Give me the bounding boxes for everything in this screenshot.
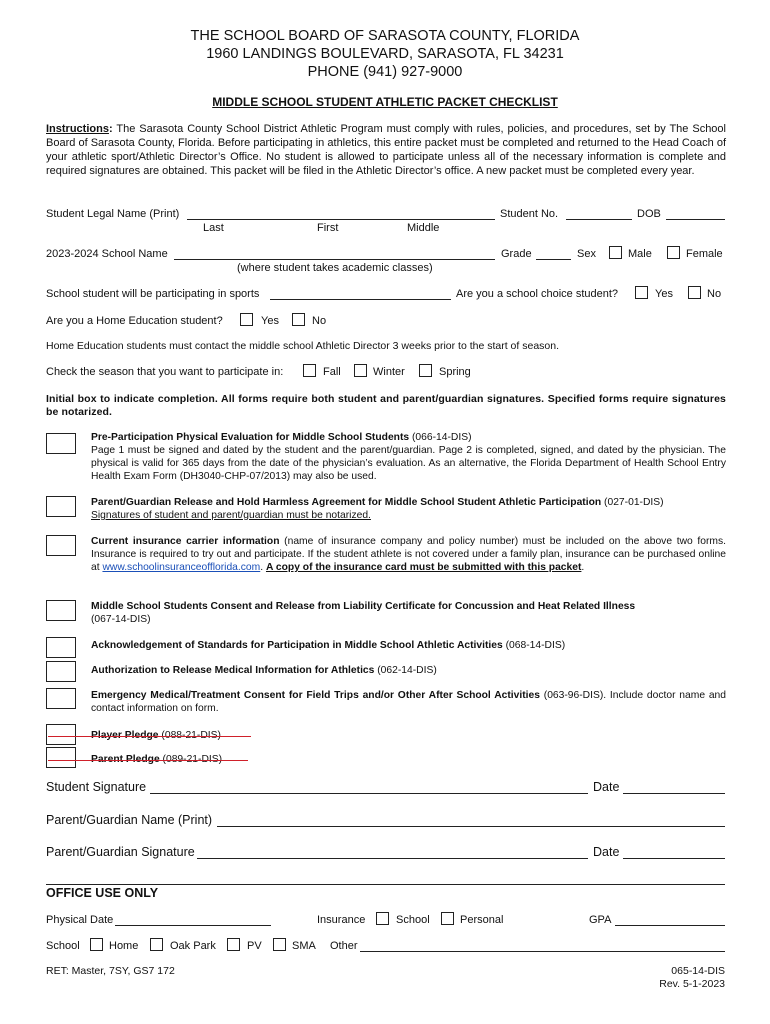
season-label: Check the season that you want to participate in: [46, 366, 284, 378]
pv-checkbox[interactable] [227, 938, 240, 951]
office-school-label: School [46, 940, 80, 952]
sex-label: Sex [577, 248, 596, 260]
insurance-school-checkbox[interactable] [376, 912, 389, 925]
instructions-colon: : [108, 123, 113, 135]
fall-label: Fall [323, 366, 341, 378]
spring-checkbox[interactable] [419, 364, 432, 377]
winter-checkbox[interactable] [354, 364, 367, 377]
other-field[interactable] [360, 951, 725, 952]
home-label: Home [109, 940, 139, 952]
sma-checkbox[interactable] [273, 938, 286, 951]
item-medical-info-title: Authorization to Release Medical Information for Athletics [91, 665, 375, 676]
insurance-label: Insurance [317, 914, 366, 926]
item-standards-code: (068-14-DIS) [502, 640, 566, 651]
item-physical-code: (066-14-DIS) [409, 432, 472, 443]
home-ed-no-checkbox[interactable] [292, 313, 305, 326]
item-insurance-bold: A copy of the insurance card must be submitted with this packet [265, 562, 582, 573]
dob-field[interactable] [666, 219, 725, 220]
initial-box-standards[interactable] [46, 637, 76, 658]
parent-name-label: Parent/Guardian Name (Print) [46, 813, 213, 827]
item-release [91, 496, 726, 522]
player-pledge-strikethrough [48, 736, 251, 737]
grade-label: Grade [501, 248, 532, 260]
footer-retention: RET: Master, 7SY, GS7 172 [46, 965, 175, 977]
item-insurance-end: . [581, 562, 585, 573]
legal-name-label: Student Legal Name (Print) [46, 208, 180, 220]
sports-field[interactable] [270, 299, 451, 300]
item-physical [91, 431, 726, 483]
initial-box-physical[interactable] [46, 433, 76, 454]
item-player-pledge-code: (088-21-DIS) [158, 730, 221, 741]
footer-form-code: 065-14-DIS [671, 965, 725, 977]
legal-name-field[interactable] [187, 219, 495, 220]
school-name-hint: (where student takes academic classes) [237, 262, 433, 274]
school-choice-no-checkbox[interactable] [688, 286, 701, 299]
school-choice-no-label: No [707, 288, 722, 300]
student-date-field[interactable] [623, 793, 725, 794]
grade-field[interactable] [536, 259, 571, 260]
student-no-field[interactable] [566, 219, 632, 220]
home-ed-no-label: No [312, 315, 327, 327]
fall-checkbox[interactable] [303, 364, 316, 377]
item-concussion-code: (067-14-DIS) [91, 614, 151, 625]
item-insurance-text2: . [260, 562, 266, 573]
parent-pledge-strikethrough [48, 760, 248, 761]
item-emergency-title: Emergency Medical/Treatment Consent for Field Trips and/or Other After School Activities [91, 690, 540, 701]
school-name-field[interactable] [174, 259, 495, 260]
initial-box-emergency[interactable] [46, 688, 76, 709]
school-name-label: 2023-2024 School Name [46, 248, 168, 260]
item-insurance [91, 535, 726, 574]
footer-revision: Rev. 5-1-2023 [659, 978, 725, 990]
male-checkbox[interactable] [609, 246, 622, 259]
item-insurance-text1: (name of insurance company and policy number) must be included on the above two forms. Insurance is required to try out and participate. If the student athlete is not covered under a family plan, insurance can be purchased online at [91, 536, 726, 573]
insurance-school-label: School [396, 914, 430, 926]
first-name-hint: First [317, 222, 339, 234]
home-ed-label: Are you a Home Education student? [46, 315, 223, 327]
female-checkbox[interactable] [667, 246, 680, 259]
parent-signature-label: Parent/Guardian Signature [46, 845, 195, 859]
winter-label: Winter [373, 366, 405, 378]
initial-note: Initial box to indicate completion. All forms require both student and parent/guardian signatures. Specified forms require signatures be notarized. [46, 393, 726, 418]
middle-name-hint: Middle [407, 222, 440, 234]
physical-date-label: Physical Date [46, 914, 114, 926]
item-emergency [91, 689, 726, 715]
oak-park-checkbox[interactable] [150, 938, 163, 951]
item-physical-title: Pre-Participation Physical Evaluation for Middle School Students [91, 432, 410, 443]
parent-signature-field[interactable] [197, 858, 588, 859]
other-label: Other [330, 940, 358, 952]
school-choice-yes-label: Yes [655, 288, 673, 300]
office-heading: OFFICE USE ONLY [46, 886, 159, 900]
item-release-code: (027-01-DIS) [601, 497, 664, 508]
item-concussion [91, 600, 726, 626]
sports-label: School student will be participating in sports [46, 288, 260, 300]
school-choice-yes-checkbox[interactable] [635, 286, 648, 299]
item-parent-pledge-title: Parent Pledge [91, 754, 160, 765]
spring-label: Spring [439, 366, 471, 378]
last-name-hint: Last [203, 222, 224, 234]
parent-date-field[interactable] [623, 858, 725, 859]
district-address: 1960 LANDINGS BOULEVARD, SARASOTA, FL 34231 [206, 46, 564, 62]
page-title: MIDDLE SCHOOL STUDENT ATHLETIC PACKET CHECKLIST [212, 95, 558, 109]
initial-box-release[interactable] [46, 496, 76, 517]
home-ed-note: Home Education students must contact the middle school Athletic Director 3 weeks prior to the start of season. [46, 340, 560, 352]
student-no-label: Student No. [500, 208, 559, 220]
gpa-label: GPA [589, 914, 612, 926]
male-label: Male [628, 248, 652, 260]
initial-box-insurance[interactable] [46, 535, 76, 556]
instructions-label: Instructions [46, 123, 109, 135]
insurance-link[interactable]: www.schoolinsuranceofflorida.com [102, 562, 261, 573]
home-ed-yes-checkbox[interactable] [240, 313, 253, 326]
item-concussion-title: Middle School Students Consent and Release from Liability Certificate for Concussion and Heat Related Illness [91, 601, 636, 612]
district-phone: PHONE (941) 927-9000 [307, 64, 463, 80]
oak-park-label: Oak Park [170, 940, 216, 952]
item-release-title: Parent/Guardian Release and Hold Harmless Agreement for Middle School Student Athletic Participation [91, 497, 602, 508]
item-emergency-code: (063-96-DIS). Include doctor name and contact information on form. [91, 690, 727, 714]
office-divider [46, 884, 725, 885]
home-ed-yes-label: Yes [261, 315, 279, 327]
item-standards [91, 639, 726, 652]
item-standards-title: Acknowledgement of Standards for Participation in Middle School Athletic Activities [91, 640, 503, 651]
initial-box-medical-info[interactable] [46, 661, 76, 682]
sma-label: SMA [292, 940, 316, 952]
district-name: THE SCHOOL BOARD OF SARASOTA COUNTY, FLORIDA [190, 28, 580, 44]
item-physical-text: Page 1 must be signed and dated by the student and the parent/guardian. Page 2 is completed, signed, and dated by the physician. The physical is valid for 365 days from the date of the physician’s evaluation. As an alternative, the Florida Department of Health School Entry Health Exam Form (DH3040-CHP-07/2013) may also be used. [91, 445, 726, 482]
physical-date-field[interactable] [115, 925, 271, 926]
item-release-text: Signatures of student and parent/guardian must be notarized. [91, 510, 371, 521]
student-signature-field[interactable] [150, 793, 588, 794]
item-medical-info [91, 664, 726, 677]
female-label: Female [686, 248, 723, 260]
initial-box-parent-pledge[interactable] [46, 747, 76, 768]
insurance-personal-label: Personal [460, 914, 504, 926]
instructions-paragraph [46, 122, 726, 178]
initial-box-concussion[interactable] [46, 600, 76, 621]
school-choice-label: Are you a school choice student? [456, 288, 619, 300]
item-medical-info-code: (062-14-DIS) [374, 665, 437, 676]
pv-label: PV [247, 940, 262, 952]
student-date-label: Date [593, 780, 620, 794]
insurance-personal-checkbox[interactable] [441, 912, 454, 925]
item-player-pledge-title: Player Pledge [91, 730, 159, 741]
item-parent-pledge-code: (089-21-DIS) [159, 754, 223, 765]
gpa-field[interactable] [615, 925, 725, 926]
student-signature-label: Student Signature [46, 780, 147, 794]
parent-name-field[interactable] [217, 826, 725, 827]
initial-box-player-pledge[interactable] [46, 724, 76, 745]
item-insurance-title: Current insurance carrier information [91, 536, 280, 547]
home-checkbox[interactable] [90, 938, 103, 951]
instructions-text: The Sarasota County School District Athletic Program must comply with rules, policies, and procedures, set by The School Board of Sarasota County, Florida. Before participating in athletics, this entire packet must be completed and returned to the Head Coach of your athletic sport/Athletic Director’s Office. No student is allowed to participate unless all of the necessary information is complete and required signatures are obtained. This packet will be filed in the Athletic Director’s office. A new packet must be completed every year. [46, 123, 726, 177]
dob-label: DOB [637, 208, 661, 220]
parent-date-label: Date [593, 845, 620, 859]
